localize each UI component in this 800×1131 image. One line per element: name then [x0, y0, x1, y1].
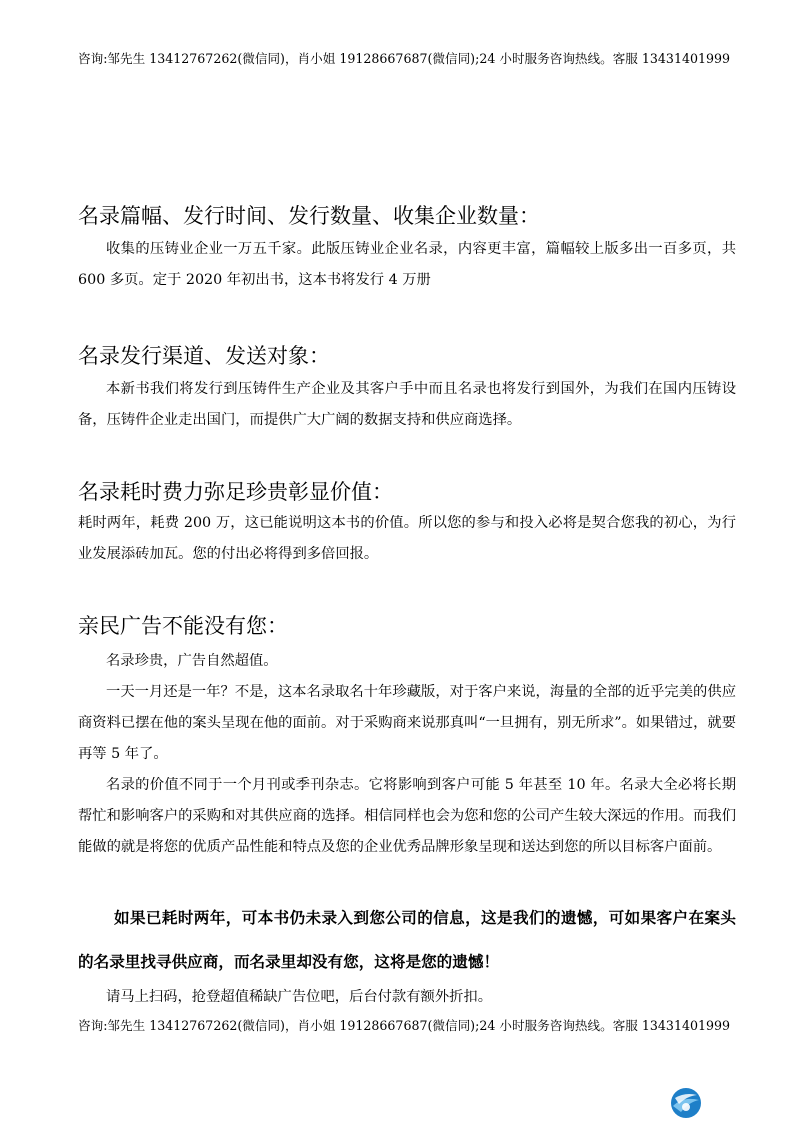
emphasis-paragraph: 如果已耗时两年，可本书仍未录入到您公司的信息，这是我们的遗憾，可如果客户在案头的名录里找寻供应商，而名录里却没有您，这将是您的遗憾！: [78, 909, 736, 971]
watermark-logo-icon: [669, 1086, 703, 1120]
section-heading-value: 名录耗时费力弥足珍贵彰显价值：: [78, 480, 393, 504]
section-paragraph: 耗时两年，耗费 200 万，这已能说明这本书的价值。所以您的参与和投入必将是契合您我的初心，为行业发展添砖加瓦。您的付出必将得到多倍回报。: [78, 515, 736, 562]
footer-contact-line: 咨询:邹先生 13412767262(微信同)，肖小姐 19128667687(微信同);24 小时服务咨询热线。客服 13431401999: [78, 1018, 731, 1033]
section-paragraph: 名录珍贵，广告自然超值。: [106, 653, 278, 669]
header-contact-line: 咨询:邹先生 13412767262(微信同)，肖小姐 19128667687(微信同);24 小时服务咨询热线。客服 13431401999: [78, 51, 731, 66]
section-paragraph: 一天一月还是一年？不是，这本名录取名十年珍藏版，对于客户来说，海量的全部的近乎完美的供应商资料已摆在他的案头呈现在他的面前。对于采购商来说那真叫“一旦拥有，别无所求”。如果错过，就要再等 5 年了。: [78, 684, 736, 762]
section-heading-scale: 名录篇幅、发行时间、发行数量、收集企业数量：: [78, 204, 540, 228]
closing-paragraph: 请马上扫码，抢登超值稀缺广告位吧，后台付款有额外折扣。: [106, 989, 493, 1005]
section-paragraph: 名录的价值不同于一个月刊或季刊杂志。它将影响到客户可能 5 年甚至 10 年。名录大全必将长期帮忙和影响客户的采购和对其供应商的选择。相信同样也会为您和您的公司产生较大深远的作用。而我们能做的就是将您的优质产品性能和特点及您的企业优秀品牌形象呈现和送达到您的所以目标客户面前。: [78, 777, 736, 855]
section-paragraph: 收集的压铸业企业一万五千家。此版压铸业企业名录，内容更丰富，篇幅较上版多出一百多页，共 600 多页。定于 2020 年初出书，这本书将发行 4 万册: [78, 241, 736, 288]
section-heading-channels: 名录发行渠道、发送对象：: [78, 344, 330, 368]
section-heading-advertising: 亲民广告不能没有您：: [78, 614, 288, 638]
section-paragraph: 本新书我们将发行到压铸件生产企业及其客户手中而且名录也将发行到国外，为我们在国内压铸设备，压铸件企业走出国门，而提供广大广阔的数据支持和供应商选择。: [78, 381, 736, 428]
